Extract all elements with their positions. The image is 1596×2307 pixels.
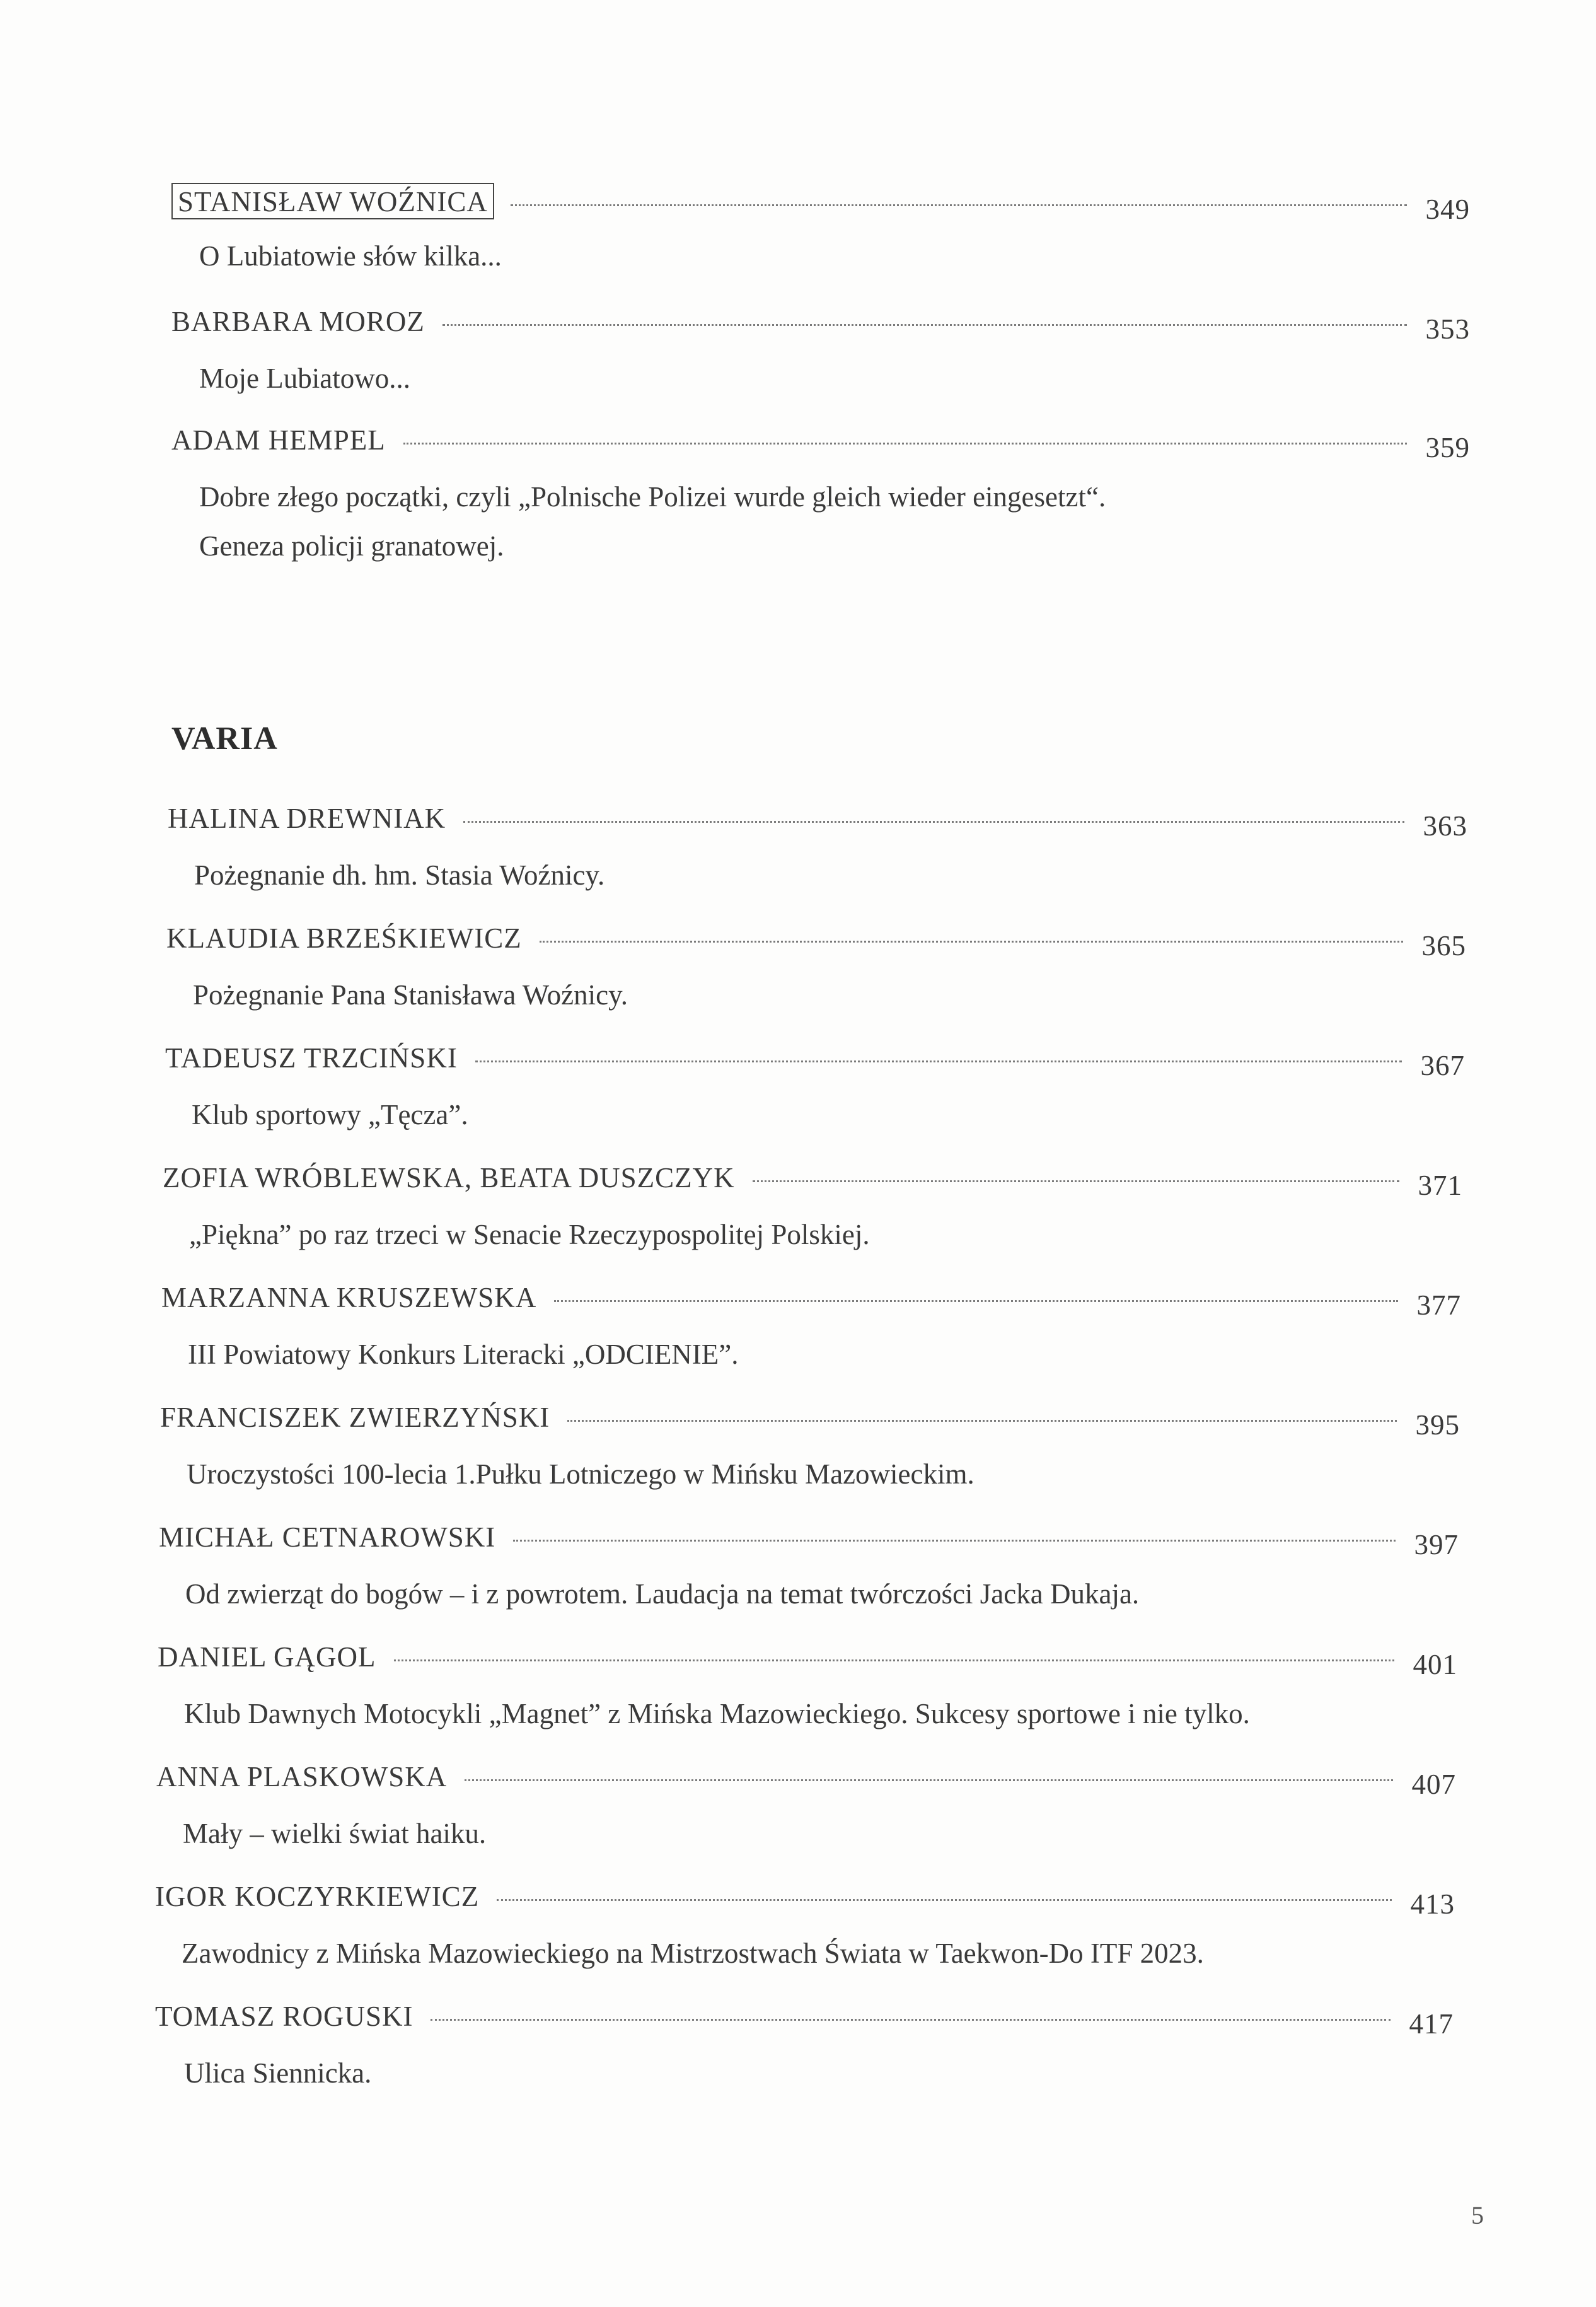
entry-author: MICHAŁ CETNAROWSKI: [159, 1521, 496, 1553]
toc-entry-row: [155, 2000, 1454, 2038]
toc-entry-row: [171, 424, 1470, 462]
entry-author: FRANCISZEK ZWIERZYŃSKI: [160, 1402, 550, 1433]
entry-title: [184, 1683, 1250, 1744]
entry-title-line: Uroczystości 100-lecia 1.Pułku Lotniczego w Mińsku Mazowieckim.: [187, 1458, 974, 1490]
entry-author: MARZANNA KRUSZEWSKA: [161, 1282, 537, 1313]
entry-page-number: 417: [1409, 2008, 1454, 2040]
entry-page-number: 371: [1418, 1170, 1462, 1201]
entry-page-number: 353: [1425, 313, 1470, 345]
dot-leader: [554, 1300, 1397, 1302]
toc-entry: [155, 1880, 1455, 1968]
entry-title-line: O Lubiatowie słów kilka...: [199, 240, 502, 272]
toc-entry-row: [159, 1521, 1459, 1559]
entry-author: HALINA DREWNIAK: [168, 803, 446, 834]
entry-author: ANNA PLASKOWSKA: [156, 1761, 448, 1793]
dot-leader: [431, 2019, 1390, 2021]
entry-page-number: 397: [1414, 1529, 1459, 1560]
entry-title-line: Pożegnanie Pana Stanisława Woźnicy.: [193, 979, 628, 1011]
entry-author: BARBARA MOROZ: [171, 306, 425, 337]
page-folio-number: 5: [1471, 2201, 1484, 2229]
entry-author: IGOR KOCZYRKIEWICZ: [155, 1881, 480, 1912]
entry-title-line: Geneza policji granatowej.: [199, 530, 504, 562]
entry-title-line: Klub Dawnych Motocykli „Magnet” z Mińska Mazowieckiego. Sukcesy sportowe i nie tylko.: [184, 1698, 1250, 1729]
toc-entry-row: [168, 802, 1467, 840]
entry-title-line: Dobre złego początki, czyli „Polnische Polizei wurde gleich wieder eingesetzt“.: [199, 481, 1106, 513]
dot-leader: [540, 941, 1403, 943]
dot-leader: [753, 1180, 1399, 1182]
section-heading-varia: VARIA: [171, 721, 278, 757]
toc-entry: [155, 2000, 1454, 2088]
entry-title: [199, 348, 410, 409]
entry-title-line: Mały – wielki świat haiku.: [183, 1818, 487, 1849]
toc-entry: [156, 1760, 1456, 1849]
entry-title: [199, 226, 502, 286]
entry-author: DANIEL GĄGOL: [158, 1641, 376, 1673]
entry-title-line: Od zwierząt do bogów – i z powrotem. Laudacja na temat twórczości Jacka Dukaja.: [185, 1578, 1140, 1610]
entry-title: [194, 845, 604, 905]
dot-leader: [403, 443, 1407, 445]
toc-entry-row: [163, 1161, 1462, 1199]
toc-entry: [171, 424, 1470, 562]
dot-leader: [497, 1899, 1391, 1901]
toc-entry-row: [158, 1641, 1457, 1678]
entry-title-line: „Piękna” po raz trzeci w Senacie Rzeczypospolitej Polskiej.: [189, 1219, 870, 1250]
toc-entry: [161, 1281, 1461, 1369]
entry-page-number: 395: [1415, 1409, 1460, 1441]
entry-author: KLAUDIA BRZEŚKIEWICZ: [166, 922, 522, 954]
dot-leader: [394, 1659, 1394, 1661]
toc-entry: [165, 1042, 1465, 1130]
entry-author: STANISŁAW WOŹNICA: [171, 183, 494, 219]
entry-page-number: 401: [1413, 1649, 1457, 1680]
toc-entry-row: [155, 1880, 1455, 1918]
entry-title-line: Pożegnanie dh. hm. Stasia Woźnicy.: [194, 859, 605, 891]
entry-title-line: Moje Lubiatowo...: [199, 363, 410, 394]
dot-leader: [511, 204, 1407, 206]
entry-page-number: 367: [1420, 1050, 1465, 1081]
entry-page-number: 359: [1425, 432, 1470, 463]
entry-title: [189, 1204, 870, 1265]
dot-leader: [567, 1420, 1396, 1422]
toc-entry: [171, 183, 1470, 271]
toc-entry-row: [166, 922, 1466, 960]
entry-title: [182, 1923, 1204, 1984]
dot-leader: [513, 1540, 1395, 1542]
entry-title: [193, 965, 628, 1025]
entry-title: [192, 1084, 468, 1145]
entry-page-number: 407: [1411, 1769, 1456, 1800]
entry-author: TADEUSZ TRZCIŃSKI: [165, 1042, 458, 1074]
entry-author: ADAM HEMPEL: [171, 424, 386, 456]
dot-leader: [442, 324, 1407, 326]
entry-page-number: 349: [1425, 194, 1470, 225]
toc-entry: [166, 922, 1466, 1010]
toc-entry: [171, 305, 1470, 393]
entry-title-line: Ulica Siennicka.: [184, 2057, 372, 2089]
toc-entry: [168, 802, 1467, 890]
toc-entry-row: [171, 183, 1470, 225]
toc-entry: [158, 1641, 1457, 1729]
entry-page-number: 365: [1421, 930, 1466, 962]
entry-page-number: 363: [1423, 810, 1467, 842]
toc-entry-row: [171, 305, 1470, 343]
entry-title-line: Zawodnicy z Mińska Mazowieckiego na Mistrzostwach Świata w Taekwon-Do ITF 2023.: [182, 1938, 1204, 1969]
toc-entry-row: [165, 1042, 1465, 1079]
toc-entry: [160, 1401, 1460, 1489]
dot-leader: [475, 1061, 1402, 1062]
entry-title-line: III Powiatowy Konkurs Literacki „ODCIENIE”.: [188, 1339, 739, 1370]
entry-title: [187, 1444, 974, 1504]
entry-title: [199, 467, 1106, 576]
toc-entry-row: [160, 1401, 1460, 1439]
entry-author: TOMASZ ROGUSKI: [155, 2001, 413, 2032]
entry-title-line: Klub sportowy „Tęcza”.: [192, 1099, 468, 1130]
entry-author: ZOFIA WRÓBLEWSKA, BEATA DUSZCZYK: [163, 1162, 735, 1194]
dot-leader: [463, 821, 1404, 823]
entry-page-number: 377: [1416, 1289, 1461, 1321]
entry-title: [184, 2043, 371, 2103]
entry-title: [188, 1324, 739, 1385]
toc-entry-row: [156, 1760, 1456, 1798]
entry-title: [183, 1803, 486, 1864]
dot-leader: [465, 1779, 1392, 1781]
entry-page-number: 413: [1410, 1888, 1455, 1920]
toc-entry: [159, 1521, 1459, 1609]
entry-title: [185, 1564, 1139, 1624]
toc-entry: [163, 1161, 1462, 1250]
toc-entry-row: [161, 1281, 1461, 1319]
